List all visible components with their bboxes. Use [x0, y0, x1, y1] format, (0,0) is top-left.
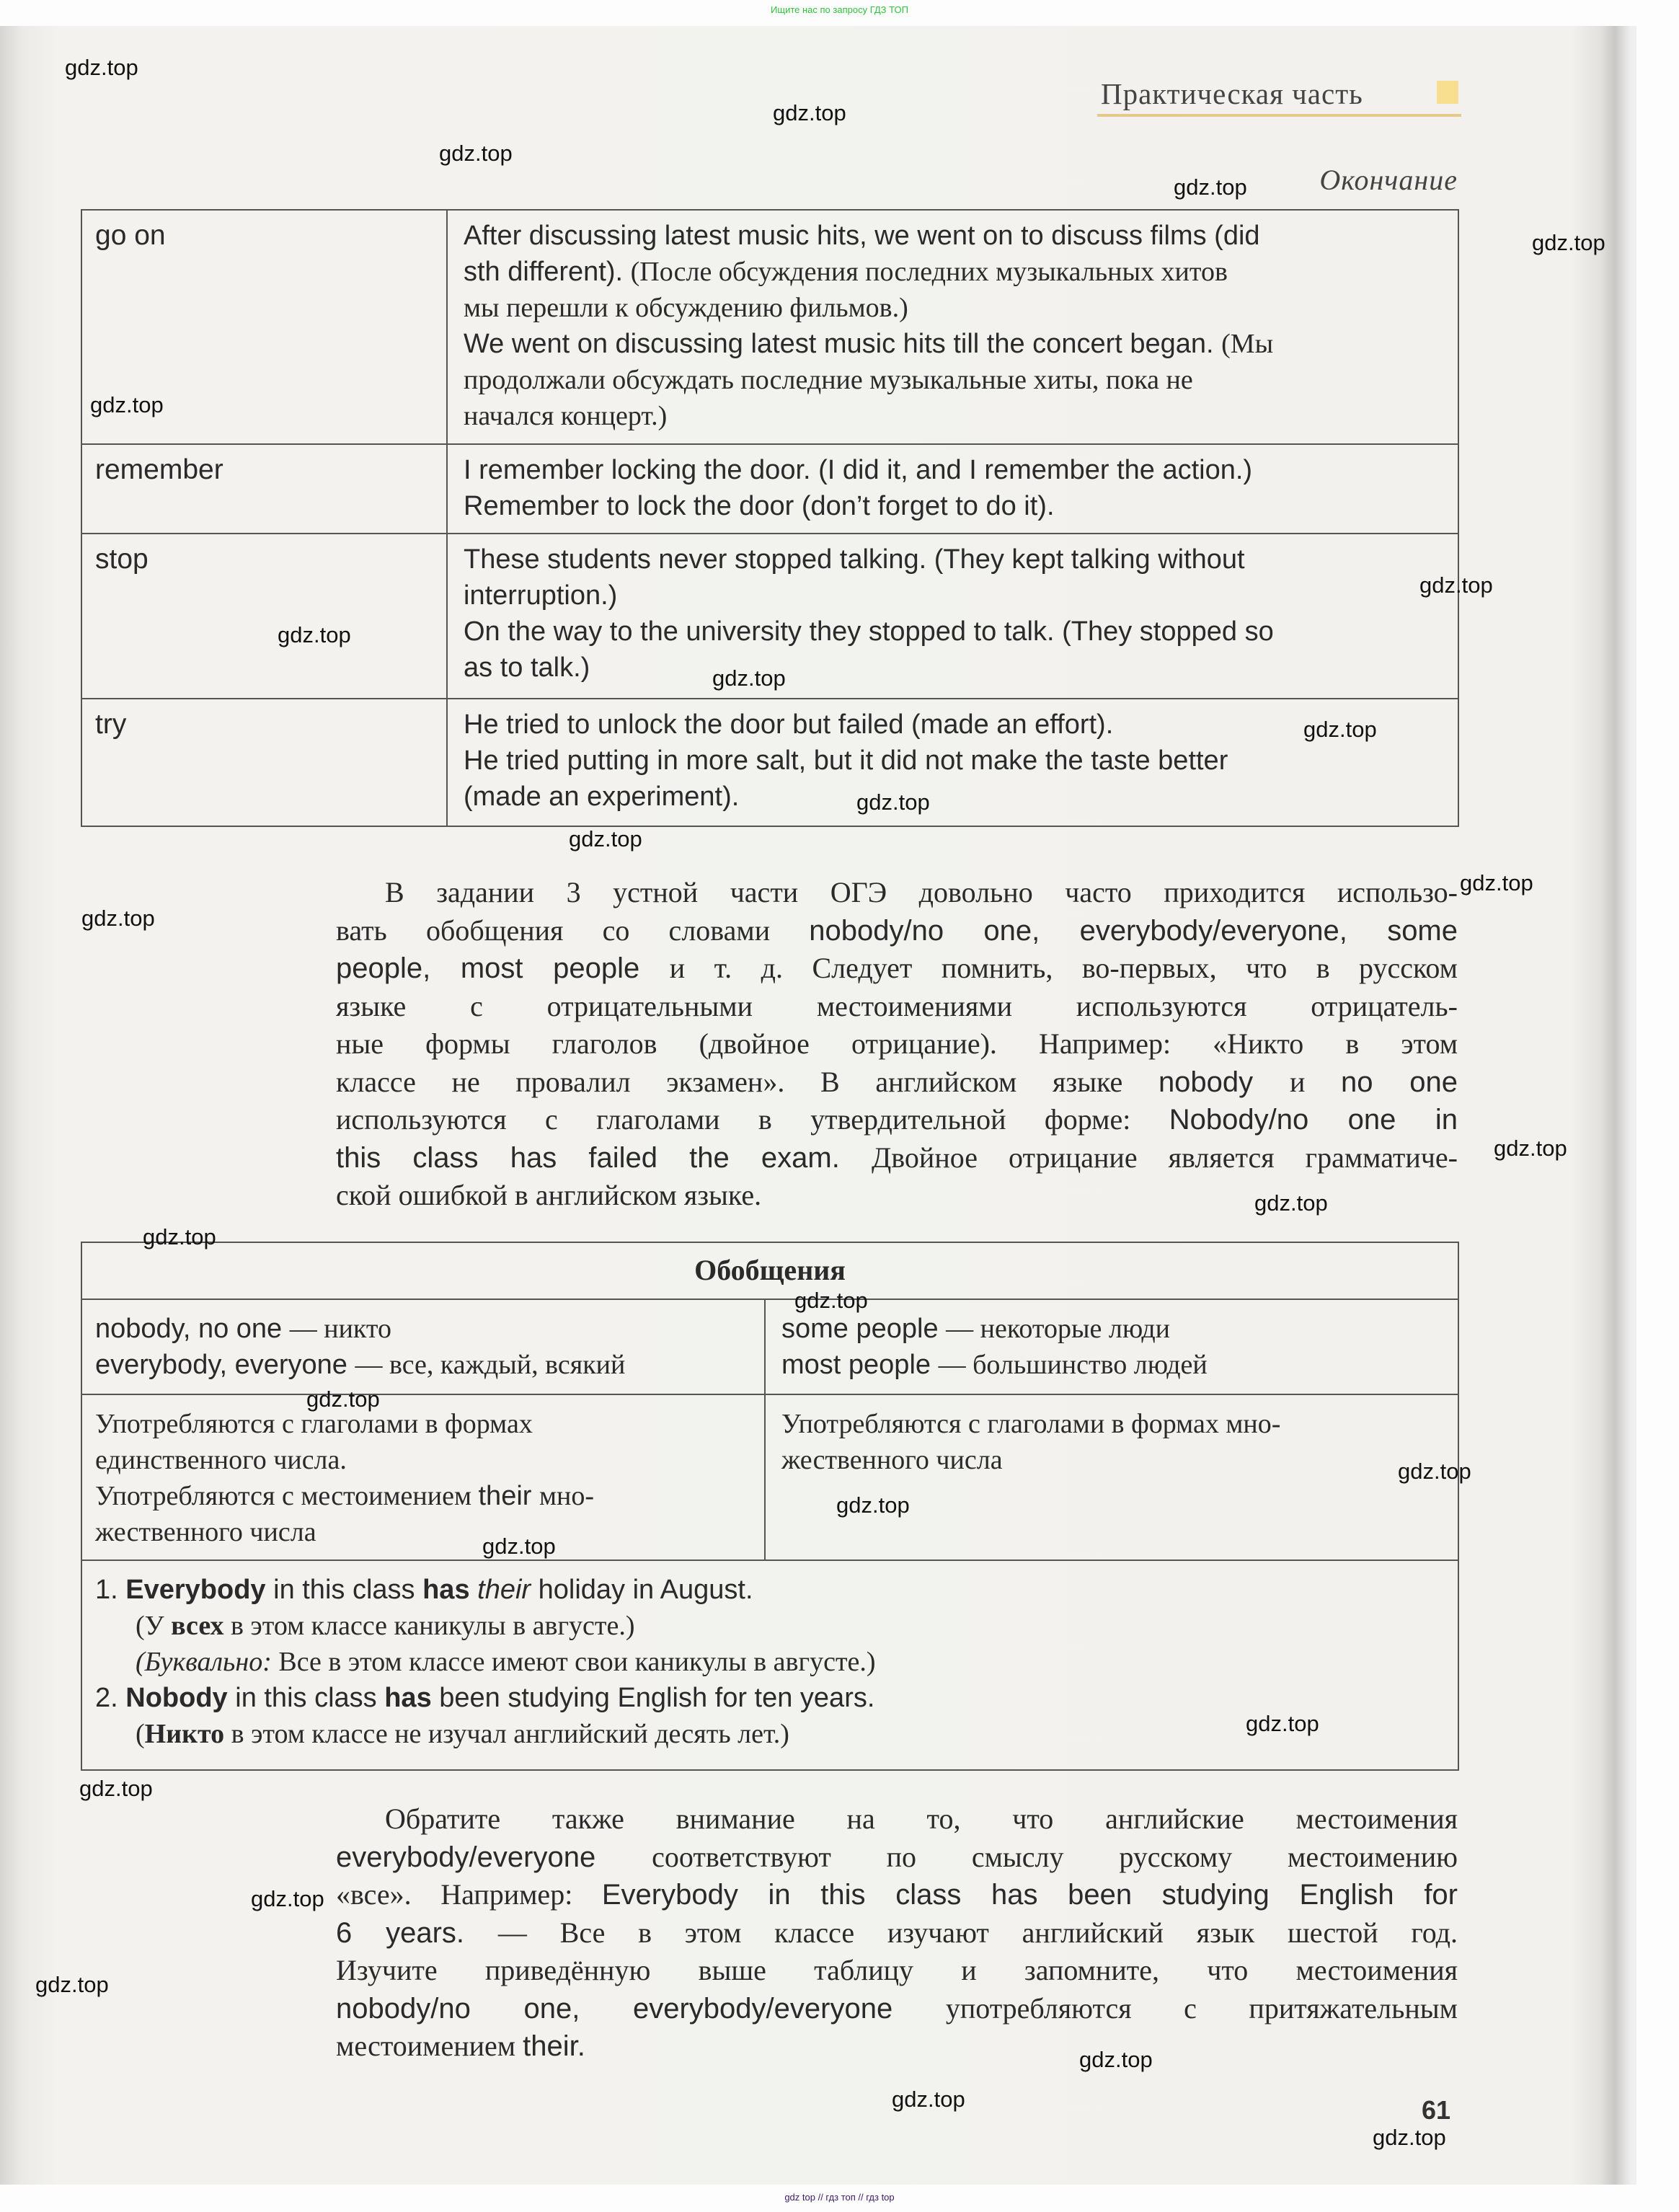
text-line: [336, 912, 1458, 950]
text-run: Употребляются с глаголами в формах мно-: [781, 1409, 1281, 1439]
text-line: [336, 2027, 1458, 2066]
text-run: everybody, everyone: [95, 1350, 355, 1380]
text-run: We went on discussing latest music hits till the concert began.: [464, 329, 1222, 359]
text-line: [464, 254, 1273, 290]
watermark: gdz.top: [35, 1972, 109, 1997]
text-run: местоимением: [336, 2030, 523, 2062]
watermark: gdz.top: [1398, 1459, 1471, 1484]
text-run: — Все в этом классе изучают английский язык шестой год.: [497, 1916, 1458, 1949]
text-line: [464, 398, 1273, 434]
watermark: gdz.top: [794, 1288, 868, 1313]
text-run: (Мы: [1221, 329, 1274, 359]
watermark: gdz.top: [1246, 1711, 1319, 1736]
text-run: и т. д. Следует помнить, во-первых, что в русском: [669, 952, 1458, 984]
text-run: their.: [523, 2030, 585, 2062]
text-run: no one: [1341, 1066, 1458, 1098]
text-run: в этом классе не изучал английский десять лет.): [224, 1719, 789, 1749]
text-run: (У: [136, 1611, 172, 1641]
verbs-table-row-divider: [81, 443, 1459, 445]
text-line: [336, 1101, 1458, 1139]
generalizations-table-row-divider: [81, 1394, 1459, 1395]
text-line: [464, 578, 1274, 614]
text-line: [781, 1406, 1280, 1442]
text-run: people, most people: [336, 952, 670, 984]
watermark: gdz.top: [1373, 2125, 1446, 2150]
text-run: nobody, no one: [95, 1314, 290, 1344]
text-run: has: [422, 1575, 478, 1605]
text-run: Употребляются с местоимением: [95, 1481, 479, 1511]
section-title: Практическая часть: [1101, 77, 1363, 110]
watermark: gdz.top: [1254, 1190, 1328, 1216]
text-run: After discussing latest music hits, we went on to discuss films (did: [464, 221, 1260, 251]
left-words-cell: [95, 1311, 625, 1383]
watermark: gdz.top: [856, 789, 930, 815]
verb-cell: remember: [95, 454, 223, 485]
text-run: мно-: [539, 1481, 595, 1511]
watermark: gdz.top: [892, 2087, 965, 2112]
text-run: nobody: [1158, 1066, 1290, 1098]
verb-cell: go on: [95, 220, 166, 251]
text-line: [781, 1442, 1280, 1478]
text-run: (made an experiment).: [464, 782, 740, 812]
text-run: this class has failed the exam.: [336, 1141, 872, 1174]
text-run: соответствуют по смыслу русскому местоимению: [652, 1840, 1458, 1873]
text-run: everybody/everyone: [336, 1841, 652, 1873]
text-run: 6 years.: [336, 1916, 498, 1949]
text-run: языке с отрицательными местоимениями используются отрицатель-: [336, 989, 1458, 1022]
text-line: [464, 541, 1274, 578]
watermark: gdz.top: [251, 1886, 324, 1911]
text-run: He tried putting in more salt, but it did not make the taste better: [464, 746, 1228, 776]
text-run: He tried to unlock the door but failed (made an effort).: [464, 709, 1114, 740]
right-usage-cell: [781, 1406, 1280, 1478]
verb-examples-cell: [464, 452, 1252, 524]
text-run: жественного числа: [781, 1445, 1003, 1475]
text-run: (: [136, 1719, 145, 1749]
text-line: [95, 1608, 876, 1644]
watermark: gdz.top: [1494, 1136, 1567, 1161]
text-run: I remember locking the door. (I did it, and I remember the action.): [464, 455, 1253, 485]
text-run: Nobody/no one in: [1169, 1104, 1458, 1136]
text-run: their: [478, 1481, 539, 1511]
text-run: ные формы глаголов (двойное отрицание). Например: «Никто в этом: [336, 1027, 1458, 1060]
text-run: sth different).: [464, 257, 631, 287]
text-run: начался концерт.): [464, 401, 668, 431]
search-hint-banner: Ищите нас по запросу ГДЗ ТОП: [771, 4, 908, 15]
text-line: [464, 218, 1273, 254]
text-run: interruption.): [464, 580, 618, 611]
text-line: [464, 779, 1228, 815]
text-line: [336, 1800, 1458, 1839]
text-run: in this class: [227, 1683, 385, 1713]
text-run: используются с глаголами в утвердительной форме:: [336, 1103, 1169, 1136]
text-run: Everybody in this class has been studying English for: [601, 1879, 1458, 1911]
text-run: ской ошибкой в английском языке.: [336, 1179, 762, 1211]
text-line: [336, 874, 1458, 912]
text-run: On the way to the university they stopped to talk. (They stopped so: [464, 616, 1274, 647]
text-line: [336, 1914, 1458, 1952]
text-run: most people: [781, 1350, 939, 1380]
text-line: [336, 1952, 1458, 1990]
left-usage-cell: [95, 1406, 594, 1550]
text-run: — никто: [289, 1314, 391, 1344]
watermark: gdz.top: [79, 1776, 153, 1801]
watermark: gdz.top: [1303, 717, 1377, 742]
section-title-underline: [1097, 114, 1461, 117]
text-run: their: [477, 1575, 531, 1605]
text-line: [95, 1716, 876, 1752]
text-run: Никто: [144, 1719, 225, 1749]
text-line: [781, 1347, 1208, 1383]
watermark: gdz.top: [1460, 870, 1533, 895]
page-number: 61: [1422, 2095, 1451, 2125]
text-run: as to talk.): [464, 652, 590, 683]
watermark: gdz.top: [836, 1492, 910, 1518]
text-run: 2.: [95, 1683, 126, 1713]
watermark: gdz.top: [439, 141, 513, 166]
text-line: [336, 1839, 1458, 1877]
text-run: всех: [171, 1611, 224, 1641]
text-run: holiday in August.: [531, 1575, 753, 1605]
watermark: gdz.top: [1079, 2047, 1153, 2072]
text-run: продолжали обсуждать последние музыкальные хиты, пока не: [464, 365, 1193, 395]
text-line: [464, 290, 1273, 326]
verb-examples-cell: [464, 707, 1228, 815]
text-run: These students never stopped talking. (They kept talking without: [464, 544, 1245, 575]
verbs-table-column-divider: [446, 209, 448, 827]
table-continuation-label: Окончание: [1319, 164, 1458, 196]
text-line: [464, 650, 1274, 686]
text-line: [95, 1478, 594, 1514]
text-line: [464, 452, 1252, 488]
watermark: gdz.top: [81, 906, 155, 931]
watermark: gdz.top: [773, 100, 846, 125]
text-line: [464, 362, 1273, 398]
text-run: «все». Например:: [336, 1878, 602, 1911]
right-words-cell: [781, 1311, 1208, 1383]
generalizations-table-title: Обобщения: [694, 1254, 846, 1286]
text-line: [95, 1572, 876, 1608]
text-run: вать обобщения со словами: [336, 913, 810, 947]
section-marker-square: [1437, 81, 1458, 104]
text-line: [781, 1311, 1208, 1347]
watermark: gdz.top: [306, 1386, 380, 1412]
text-run: единственного числа.: [95, 1445, 347, 1475]
text-run: употребляются с притяжательным: [945, 1991, 1458, 2025]
text-run: in this class: [265, 1575, 423, 1605]
text-line: [336, 1990, 1458, 2028]
text-line: [464, 743, 1228, 779]
watermark: gdz.top: [143, 1224, 216, 1249]
watermark: gdz.top: [1174, 174, 1247, 200]
text-line: [336, 1025, 1458, 1063]
generalizations-table-row-divider: [81, 1560, 1459, 1561]
verbs-table-row-divider: [81, 698, 1459, 699]
text-run: Обратите также внимание на то, что английские местоимения: [385, 1802, 1458, 1835]
text-run: has: [384, 1683, 432, 1713]
text-run: — некоторые люди: [946, 1314, 1170, 1344]
text-run: some people: [781, 1314, 947, 1344]
text-run: Все в этом классе имеют свои каникулы в августе.): [271, 1647, 876, 1677]
verbs-table-row-divider: [81, 533, 1459, 534]
text-run: nobody/no one, everybody/everyone: [336, 1992, 946, 2025]
text-run: — большинство людей: [938, 1350, 1208, 1380]
watermark: gdz.top: [569, 826, 642, 851]
text-run: Двойное отрицание является грамматиче-: [872, 1141, 1458, 1174]
watermark: gdz.top: [1419, 572, 1493, 598]
generalizations-table-row-divider: [81, 1299, 1459, 1300]
paragraph-everybody-meaning: [336, 1800, 1458, 2066]
verb-cell: try: [95, 709, 127, 740]
footer-banner: gdz top // гдз топ // гдз top: [784, 2192, 895, 2203]
text-run: жественного числа: [95, 1517, 316, 1547]
watermark: gdz.top: [90, 392, 164, 417]
text-run: классе не провалил экзамен». В английском языке: [336, 1065, 1159, 1098]
text-run: и: [1289, 1065, 1342, 1098]
text-run: Nobody: [125, 1683, 228, 1713]
text-line: [336, 1139, 1458, 1177]
watermark: gdz.top: [65, 55, 138, 80]
text-run: В задании 3 устной части ОГЭ довольно часто приходится использо-: [385, 876, 1458, 908]
text-run: been studying English for ten years.: [431, 1683, 875, 1713]
text-run: мы перешли к обсуждению фильмов.): [464, 293, 908, 323]
text-line: [336, 950, 1458, 988]
text-run: Изучите приведённую выше таблицу и запомните, что местоимения: [336, 1954, 1458, 1986]
text-line: [95, 1311, 625, 1347]
text-run: Remember to lock the door (don’t forget to do it).: [464, 491, 1055, 521]
text-run: — все, каждый, всякий: [355, 1350, 626, 1380]
text-line: [464, 614, 1274, 650]
text-line: [464, 488, 1252, 524]
text-line: [336, 1876, 1458, 1914]
examples-cell: [95, 1572, 876, 1752]
verb-cell: stop: [95, 544, 149, 575]
text-line: [464, 707, 1228, 743]
text-line: [95, 1442, 594, 1478]
text-run: 1.: [95, 1575, 126, 1605]
text-line: [336, 1063, 1458, 1102]
verb-examples-cell: [464, 218, 1273, 434]
text-run: в этом классе каникулы в августе.): [223, 1611, 635, 1641]
text-run: Everybody: [125, 1575, 266, 1605]
text-line: [464, 326, 1273, 362]
watermark: gdz.top: [1532, 230, 1605, 255]
text-run: Употребляются с глаголами в формах: [95, 1409, 533, 1439]
watermark: gdz.top: [482, 1534, 556, 1559]
text-line: [95, 1680, 876, 1716]
text-line: [95, 1347, 625, 1383]
generalizations-table-column-divider: [764, 1299, 766, 1560]
watermark: gdz.top: [278, 622, 351, 647]
text-line: [336, 988, 1458, 1026]
paragraph-generalizations: [336, 874, 1458, 1215]
text-line: [95, 1644, 876, 1680]
verb-examples-cell: [464, 541, 1274, 686]
watermark: gdz.top: [712, 665, 786, 691]
text-run: (После обсуждения последних музыкальных хитов: [630, 257, 1228, 287]
text-run: nobody/no one, everybody/everyone, some: [809, 914, 1458, 947]
text-run: (Буквально:: [136, 1647, 272, 1677]
